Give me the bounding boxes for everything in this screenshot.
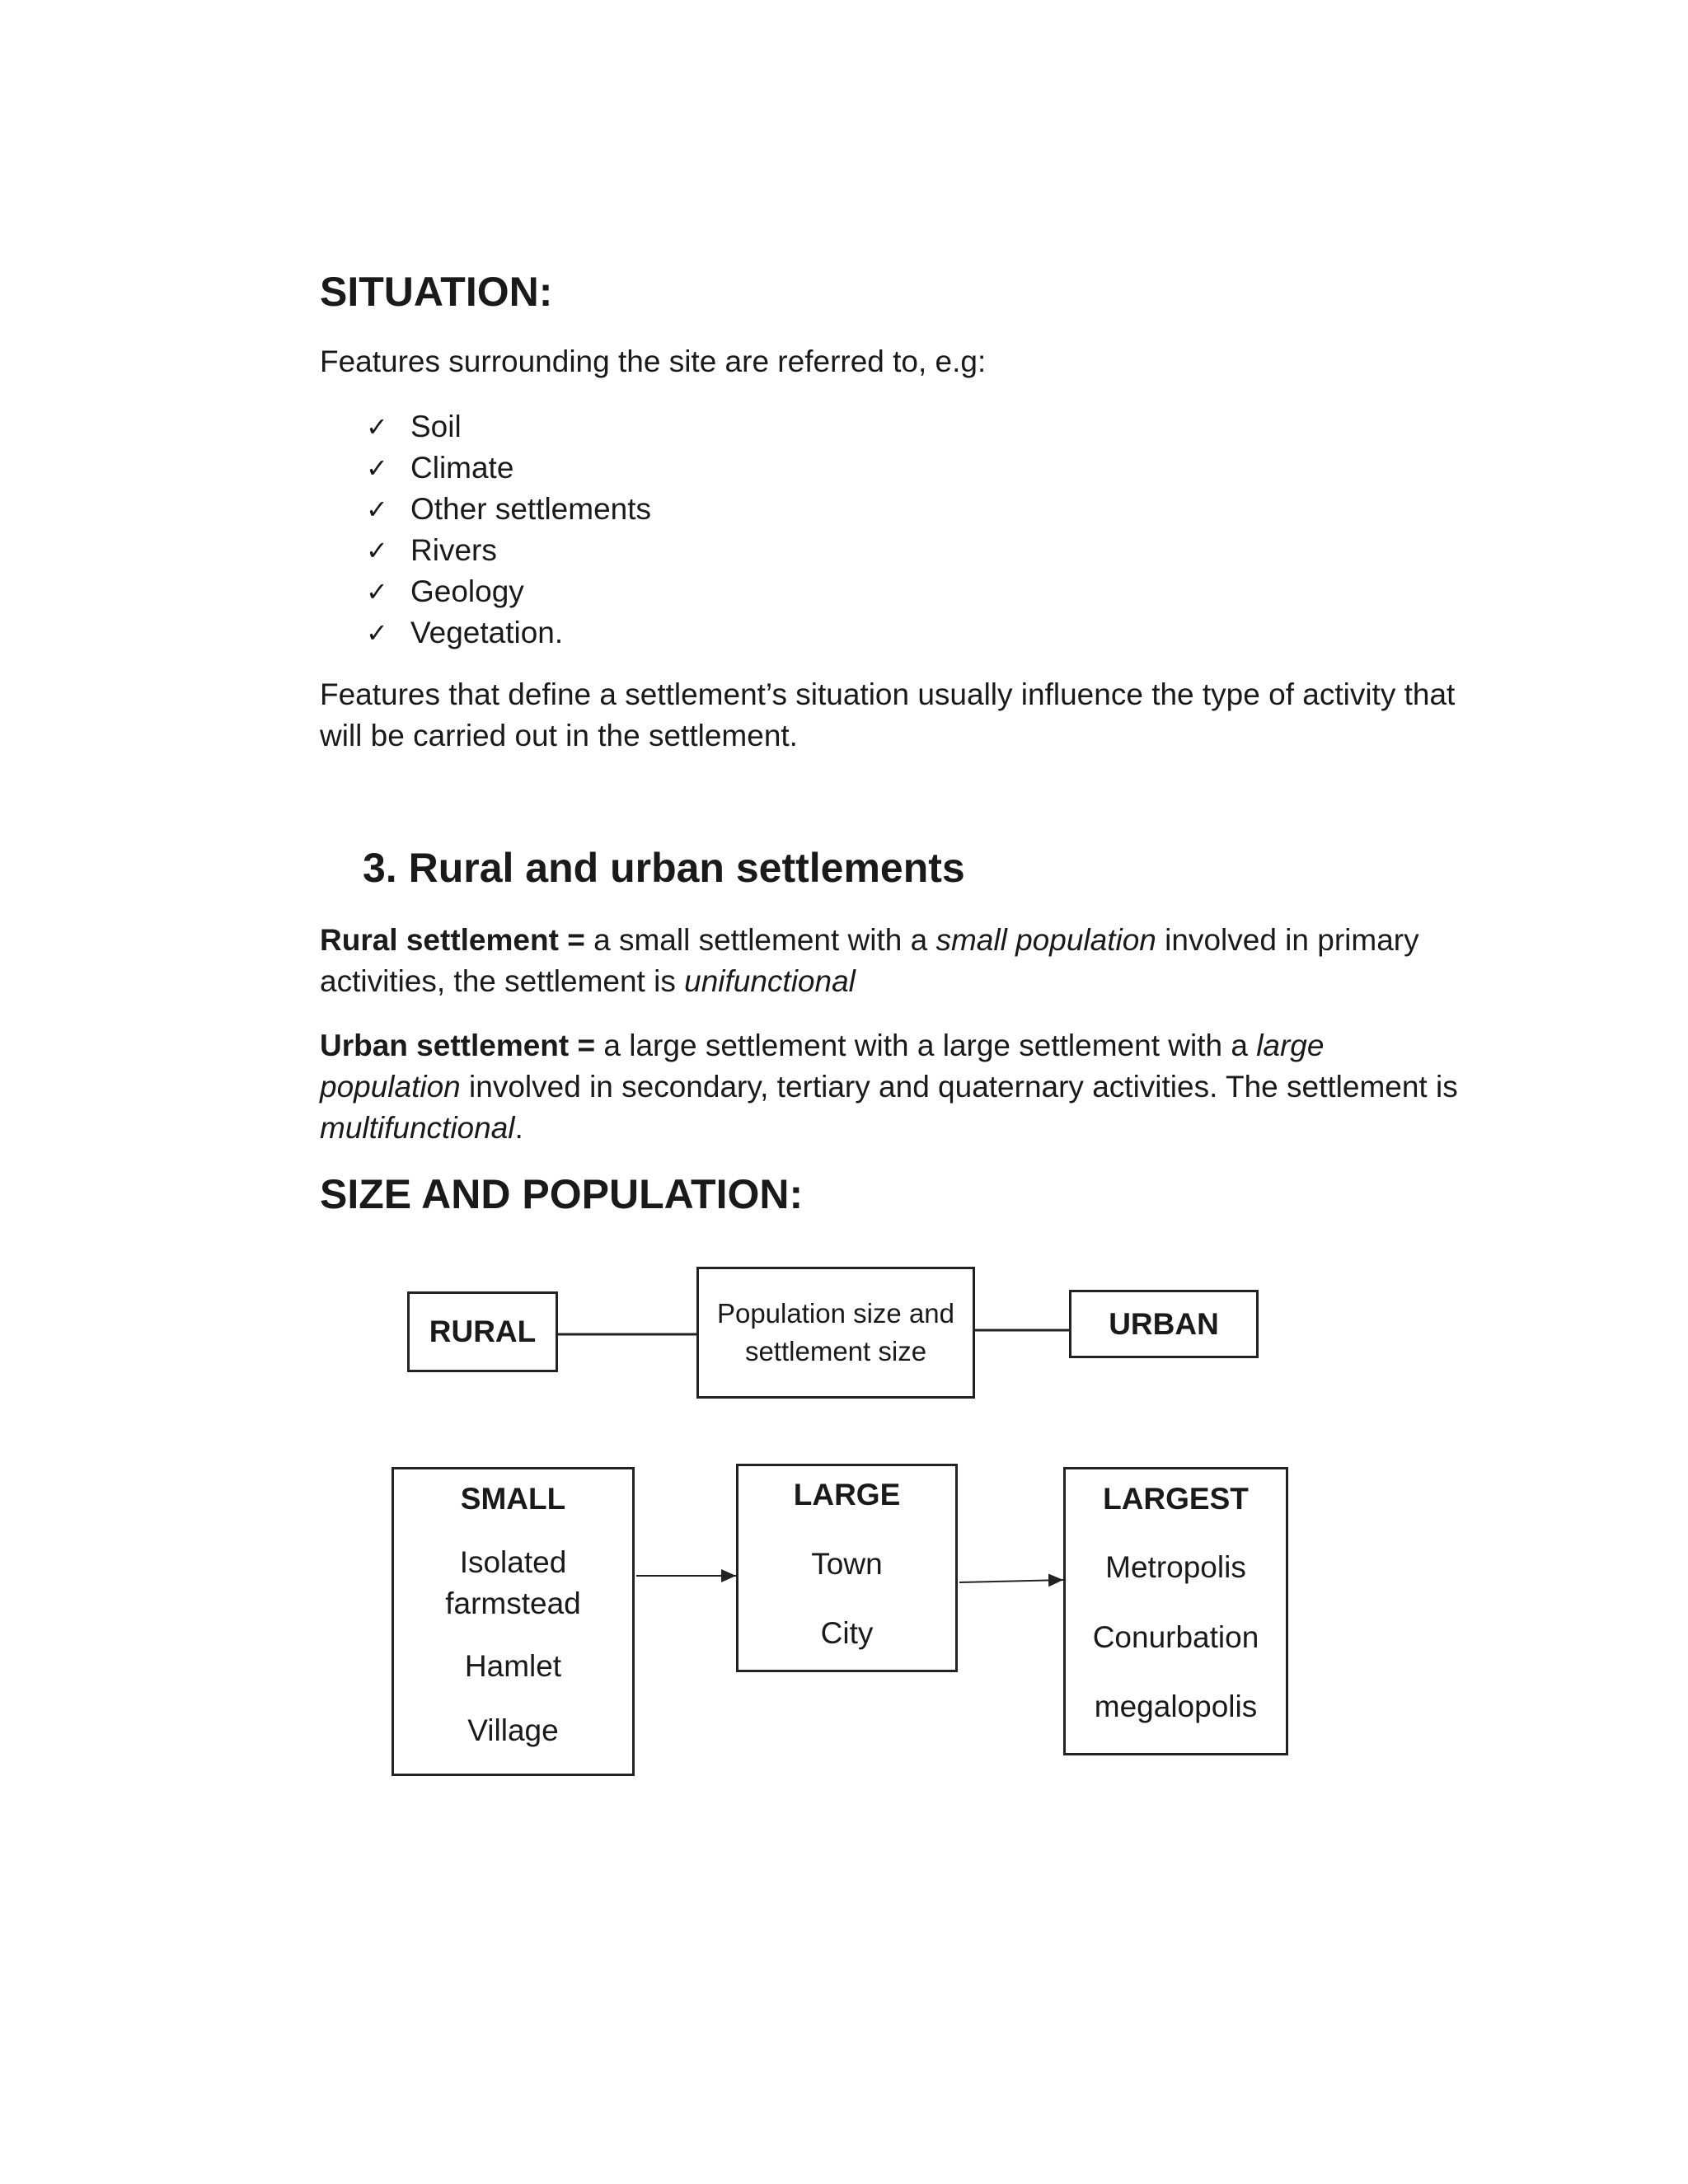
urban-def-line3-end: . [514,1111,523,1145]
rural-def-line2: activities, the settlement is [320,964,685,998]
situation-conclusion-line2: will be carried out in the settlement. [320,719,798,752]
largest-box [1063,1467,1288,1755]
list-item-label: Soil [410,410,462,443]
list-item-label: Other settlements [410,492,652,526]
rural-def-line2-italic: unifunctional [684,964,856,998]
urban-def-italic: large [1256,1029,1325,1062]
largest-item-megalopolis: megalopolis [1094,1690,1258,1723]
urban-settlement-term: Urban settlement = [320,1029,596,1062]
population-size-line1: Population size and [716,1298,955,1329]
urban-box-label: URBAN [1109,1306,1219,1341]
rural-def-italic: small population [935,923,1156,957]
small-item-farmstead: farmstead [445,1586,581,1620]
checkmark-icon: ✓ [366,536,388,565]
small-item-village: Village [467,1713,559,1747]
situation-heading: SITUATION: [320,269,553,315]
list-item-label: Rivers [410,533,497,567]
population-size-line2: settlement size [744,1336,927,1366]
largest-item-conurbation: Conurbation [1092,1620,1259,1654]
large-to-largest-arrow [959,1580,1063,1582]
small-box [392,1467,635,1776]
list-item-label: Geology [410,574,524,608]
rural-settlement-term: Rural settlement = [320,923,585,957]
checkmark-icon: ✓ [366,453,388,483]
small-item-hamlet: Hamlet [464,1649,562,1683]
rural-box-label: RURAL [429,1315,537,1348]
large-item-city: City [820,1616,874,1650]
rural-def-text-a: a small settlement with a [584,923,936,957]
small-item-isolated: Isolated [459,1545,567,1579]
largest-item-metropolis: Metropolis [1105,1550,1246,1584]
checkmark-icon: ✓ [366,577,388,607]
urban-def-line3-italic: multifunctional [320,1111,515,1145]
checkmark-icon: ✓ [366,412,388,442]
large-item-town: Town [811,1547,883,1581]
checkmark-icon: ✓ [366,618,388,648]
large-box [736,1464,958,1672]
urban-def-text-a: a large settlement with a large settlement with a [595,1029,1257,1062]
urban-box [1069,1290,1259,1358]
largest-box-label: LARGEST [1103,1482,1249,1516]
small-box-label: SMALL [460,1482,566,1516]
list-item-label: Climate [410,451,514,485]
situation-conclusion-line1: Features that define a settlement’s situation usually influence the type of activity that [320,677,1456,711]
checkmark-icon: ✓ [366,494,388,524]
urban-def-line2-italic: population [320,1070,461,1104]
urban-def-line2: involved in secondary, tertiary and quaternary activities. The settlement is [460,1070,1458,1104]
situation-intro: Features surrounding the site are referred to, e.g: [320,344,987,378]
list-item-label: Vegetation. [410,616,564,649]
section-3-heading: 3. Rural and urban settlements [363,845,965,891]
large-box-label: LARGE [793,1478,901,1511]
rural-box [407,1291,558,1372]
size-population-heading: SIZE AND POPULATION: [320,1171,804,1217]
rural-def-text-c: involved in primary [1156,923,1419,957]
population-size-box [696,1267,975,1399]
